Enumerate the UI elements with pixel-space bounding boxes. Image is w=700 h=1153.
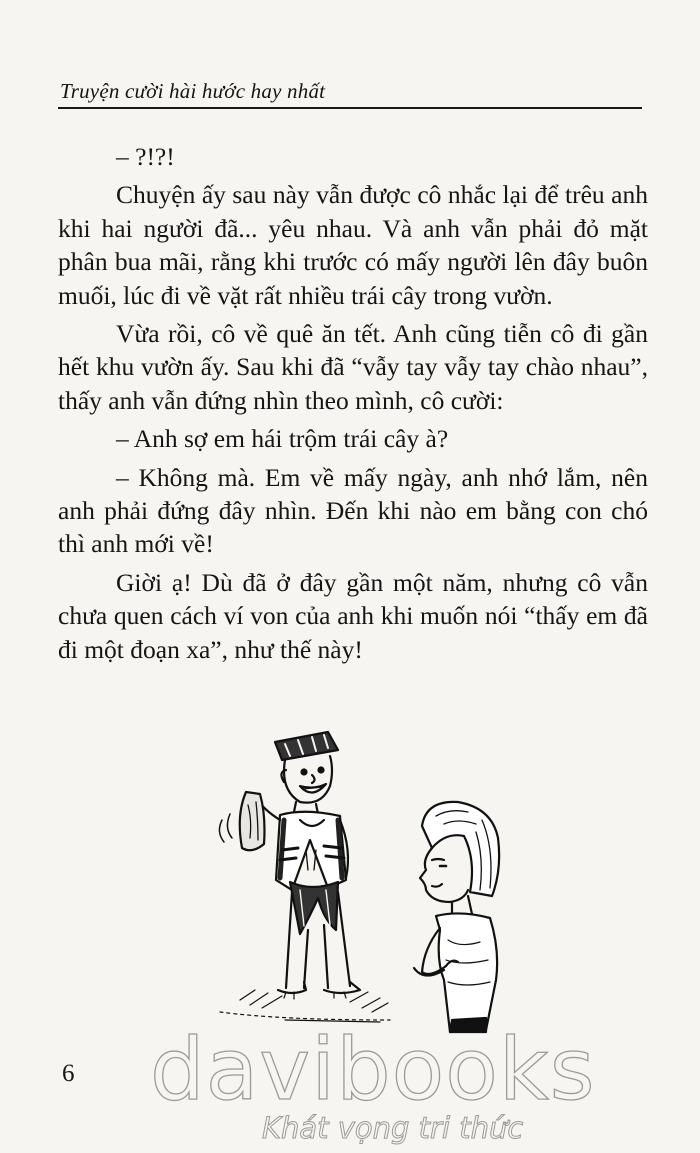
woman-figure	[414, 802, 499, 1032]
cartoon-couple-illustration	[200, 720, 510, 1040]
story-text	[58, 140, 648, 666]
paragraph-4: – Anh sợ em hái trộm trái cây à?	[116, 424, 449, 454]
man-figure	[219, 732, 360, 999]
paragraph-2: Chuyện ấy sau này vẫn được cô nhắc lại để trêu anh khi hai người đã... yêu nhau. Và anh vẫn phải đỏ mặt phân bua mãi, rằng khi trước có mấy người lên đây buôn muối, lúc đi về vặt rất nhiều trái cây trong vườn.	[58, 180, 648, 310]
header-rule	[58, 107, 642, 109]
watermark-slogan: Khát vọng tri thức	[262, 1111, 524, 1145]
running-header: Truyện cười hài hước hay nhất	[60, 79, 326, 103]
watermark-logo: davibooks	[150, 1020, 596, 1120]
page-number: 6	[62, 1060, 75, 1087]
paragraph-3: Vừa rồi, cô về quê ăn tết. Anh cũng tiễn cô đi gần hết khu vườn ấy. Sau khi đã “vẫy tay vẫy tay chào nhau”, thấy anh vẫn đứng nhìn theo mình, cô cười:	[58, 319, 648, 415]
ground-shading	[220, 990, 390, 1022]
paragraph-5: – Không mà. Em về mấy ngày, anh nhớ lắm, nên anh phải đứng đây nhìn. Đến khi nào em bằng con chó thì anh mới về!	[58, 462, 648, 559]
paragraph-1: – ?!?!	[116, 142, 175, 171]
paragraph-6: Giời ạ! Dù đã ở đây gần một năm, nhưng cô vẫn chưa quen cách ví von của anh khi muốn nói “thấy em đã đi một đoạn xa”, như thế này!	[58, 567, 648, 664]
